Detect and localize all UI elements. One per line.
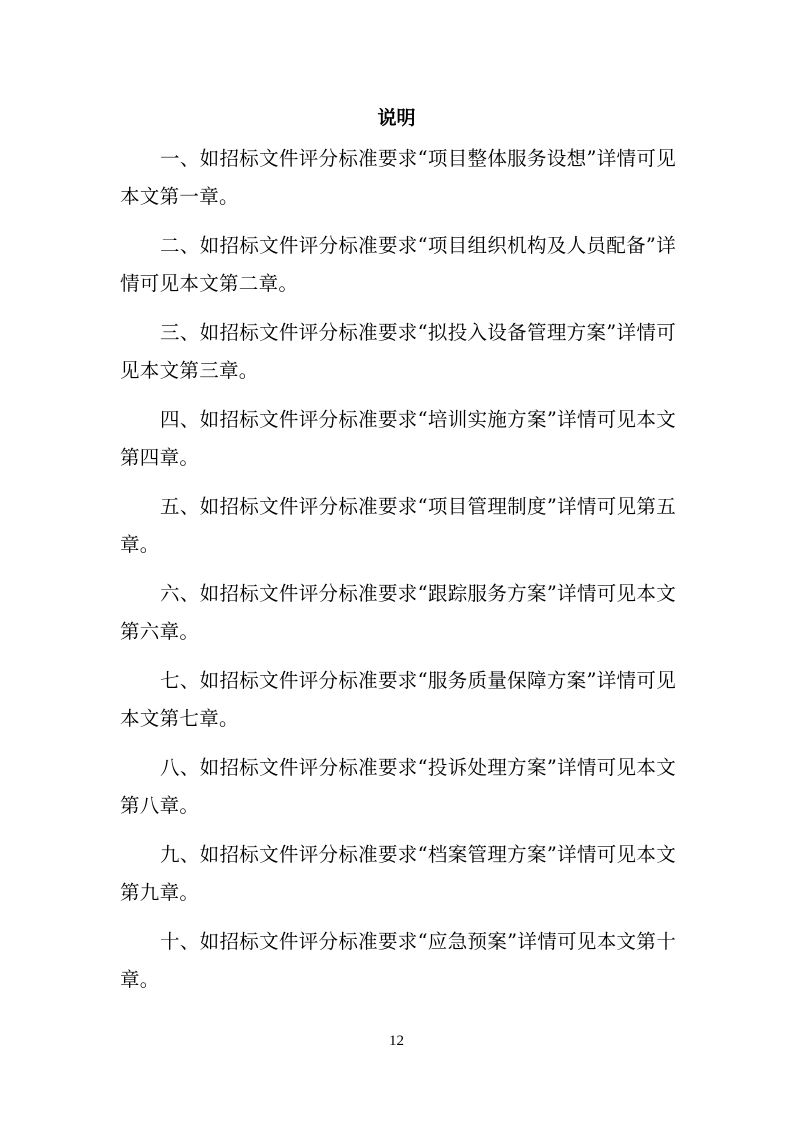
explanation-item-9: 九、如招标文件评分标准要求“档案管理方案”详情可见本文第九章。	[120, 843, 676, 904]
explanation-item-1: 一、如招标文件评分标准要求“项目整体服务设想”详情可见本文第一章。	[120, 147, 676, 208]
explanation-item-8: 八、如招标文件评分标准要求“投诉处理方案”详情可见本文第八章。	[120, 756, 676, 817]
explanation-list	[120, 140, 676, 1010]
explanation-item-3: 三、如招标文件评分标准要求“拟投入设备管理方案”详情可见本文第三章。	[120, 321, 676, 382]
page-number: 12	[389, 1033, 404, 1049]
page-title: 说明	[377, 107, 416, 129]
explanation-item-2: 二、如招标文件评分标准要求“项目组织机构及人员配备”详情可见本文第二章。	[120, 234, 676, 295]
explanation-item-5: 五、如招标文件评分标准要求“项目管理制度”详情可见第五章。	[120, 495, 676, 556]
explanation-item-7: 七、如招标文件评分标准要求“服务质量保障方案”详情可见本文第七章。	[120, 669, 676, 730]
explanation-item-10: 十、如招标文件评分标准要求“应急预案”详情可见本文第十章。	[120, 930, 676, 991]
explanation-item-4: 四、如招标文件评分标准要求“培训实施方案”详情可见本文第四章。	[120, 408, 676, 469]
explanation-item-6: 六、如招标文件评分标准要求“跟踪服务方案”详情可见本文第六章。	[120, 582, 676, 643]
